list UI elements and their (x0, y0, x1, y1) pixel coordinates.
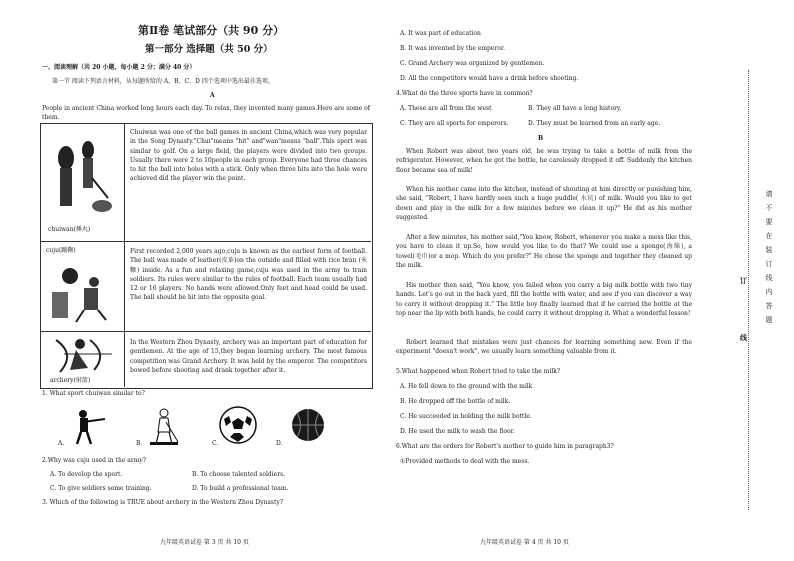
chuiwan-text: Chuiwan was one of the ball games in ancient China,which was very popular in the Song Dynasty."Chui"means "hit" and"wan"means "ball".This sport was similar to golf. On a large field, the players were divided into two groups. Usually there were 2 to 10people in each group. Everyone had three chances to hit the ball into holes with a stick. Only when three hits into the hole were achieved did the player win the point. (130, 129, 367, 183)
archery-picture-icon (46, 334, 120, 376)
binding-mark-xian: 线 (740, 333, 747, 342)
question-2: 2.Why was cuju used in the army? (42, 457, 147, 464)
passage-b-paragraph-1: When Robert was about two years old, he was trying to take a bottle of milk from the refrigerator. However, when he got the bottle, he carelessly dropped it off. Suddenly the kitchen floor became sea of milk! (396, 148, 692, 174)
q3-option-a[interactable]: A. It was part of education (400, 30, 481, 37)
table-divider-1 (40, 241, 371, 242)
q2-option-b[interactable]: B. To choose talented soldiers. (192, 471, 286, 478)
chuiwan-caption: chuiwan(捶丸) (48, 226, 91, 233)
q2-option-a[interactable]: A. To develop the sport. (50, 471, 123, 478)
shooter-icon (67, 408, 107, 446)
q5-option-d[interactable]: D. He used the milk to wash the floor. (400, 428, 515, 435)
q3-option-c[interactable]: C. Grand Archery was organized by gentlemen. (400, 60, 545, 67)
part-one-title: 第一部分 选择题（共 50 分） (145, 44, 273, 55)
passage-b-label: B (538, 135, 544, 142)
q1-option-d[interactable]: D. (276, 440, 283, 447)
binding-warning: 请不要在装订线内答题 (765, 190, 773, 330)
archery-caption: archery(射箭) (50, 377, 91, 384)
question-6: 6.What are the orders for Robert's mother to guide him in paragraph3? (396, 443, 614, 450)
archery-text: In the Western Zhou Dynasty, archery was an important part of education for gentlemen. At the age of 15,they began learning archery. The most famous competition was Grand Archery. It was held by the emperor. The competitors bowed before shooting and drank together after it. (130, 339, 367, 374)
cuju-picture-icon (46, 262, 120, 326)
question-5: 5.What happened when Robert tried to take the milk? (396, 368, 561, 375)
binding-line (748, 70, 750, 510)
section1-instruction: 第一节 阅读下列语言材料，从每题所给的 A、B、C、D 四个选项中选出最佳选项。 (52, 78, 274, 85)
chuiwan-picture-icon (46, 128, 120, 228)
passage-b-paragraph-5: Robert learned that mistakes were just chances for learning something new. Even if the experiment "doesn't work", we usually learn something valuable from it. (396, 339, 692, 356)
left-page (0, 0, 390, 561)
golfer-icon (146, 408, 182, 446)
q4-option-b[interactable]: B. They all have a long history. (528, 105, 622, 112)
paper-title: 第Ⅱ卷 笔试部分（共 90 分） (138, 24, 285, 37)
cuju-text: First recorded 2,000 years ago,cuju is known as the earliest form of football. The ball was made of leather(皮革)on the outside and filled with rice bran (米糠) inside. As a fun and relaxing game,cuju was used in the army to train soldiers. Its rules were similar to the rules of football. Each team usually had 12 or 16 players. No hands were allowed.Only feet and head could be used. The ball should be hit into the opposite goal. (130, 248, 367, 302)
q5-option-b[interactable]: B. He dropped off the bottle of milk. (400, 398, 511, 405)
binding-mark-ding: 订 (740, 276, 747, 285)
soccer-ball-icon (218, 405, 258, 445)
table-divider-2 (40, 331, 371, 332)
right-page (392, 0, 794, 561)
q1-option-b[interactable]: B. (136, 440, 143, 447)
q2-option-c[interactable]: C. To give soldiers some training. (50, 485, 152, 492)
q1-option-a[interactable]: A. (58, 440, 65, 447)
q6-item-1: ①Provided methods to deal with the mess. (400, 458, 530, 465)
q3-option-b[interactable]: B. It was invented by the emperor. (400, 45, 506, 52)
passage-b-paragraph-4: His mother then said, "You know, you failed when you carry a big milk bottle with two tiny hands. Let's go out in the back yard, fill the bottle with water, and see if you can discover a way to carry it without dropping it." The little boy finally learned that if he carried the bottle at the top near the lip with both hands, he could carry it without dropping it. What a wonderful lesson! (396, 282, 692, 317)
cuju-caption: cuju(蹴鞠) (46, 247, 76, 254)
right-page-footer: 九年级英语试卷 第 4 页 共 10 页 (480, 539, 569, 546)
q4-option-d[interactable]: D. They must be learned from an early age. (528, 120, 661, 127)
q4-option-c[interactable]: C. They are all sports for emperors. (400, 120, 509, 127)
passage-b-paragraph-3: After a few minutes, his mother said,"You know, Robert, whenever you make a mess like this, you have to clean it up.So, how would you like to do that? We could use a sponge(海绵), a towel(毛巾)or a mop. Which do you prefer?" He chose the sponge and together they cleaned up the milk. (396, 234, 692, 269)
q2-option-d[interactable]: D. To build a professional team. (192, 485, 289, 492)
basketball-icon (290, 407, 326, 443)
question-3: 3. Which of the following is TRUE about archery in the Western Zhou Dynasty? (42, 499, 283, 506)
left-page-footer: 九年级英语试卷 第 3 页 共 10 页 (160, 539, 249, 546)
section1-heading: 一、阅读理解（共 20 小题，每小题 2 分；满分 40 分） (42, 64, 196, 71)
q3-option-d[interactable]: D. All the competitors would have a drink before shooting. (400, 75, 579, 82)
q4-option-a[interactable]: A. These are all from the west (400, 105, 492, 112)
passage-a-intro: People in ancient China worked long hours each day. To relax, they invented many games.Here are some of them. (42, 105, 370, 122)
table-col-divider (124, 123, 125, 387)
q1-option-c[interactable]: C. (212, 440, 219, 447)
question-1: 1. What sport chuiwan similar to? (42, 390, 145, 397)
passage-a-label: A (210, 92, 215, 99)
passage-b-paragraph-2: When his mother came into the kitchen, instead of shouting at him directly or punishing him, she said, "Robert, I have hardly seen such a huge puddle( 水坑) of milk. Would you like to get down and play in the milk for a few minutes before we clean it up?" He did as his mother suggested. (396, 186, 692, 221)
q5-option-a[interactable]: A. He fell down to the ground with the milk (400, 383, 533, 390)
q5-option-c[interactable]: C. He succeeded in holding the milk bottle. (400, 413, 532, 420)
question-4: 4.What do the three sports have in common? (396, 90, 533, 97)
